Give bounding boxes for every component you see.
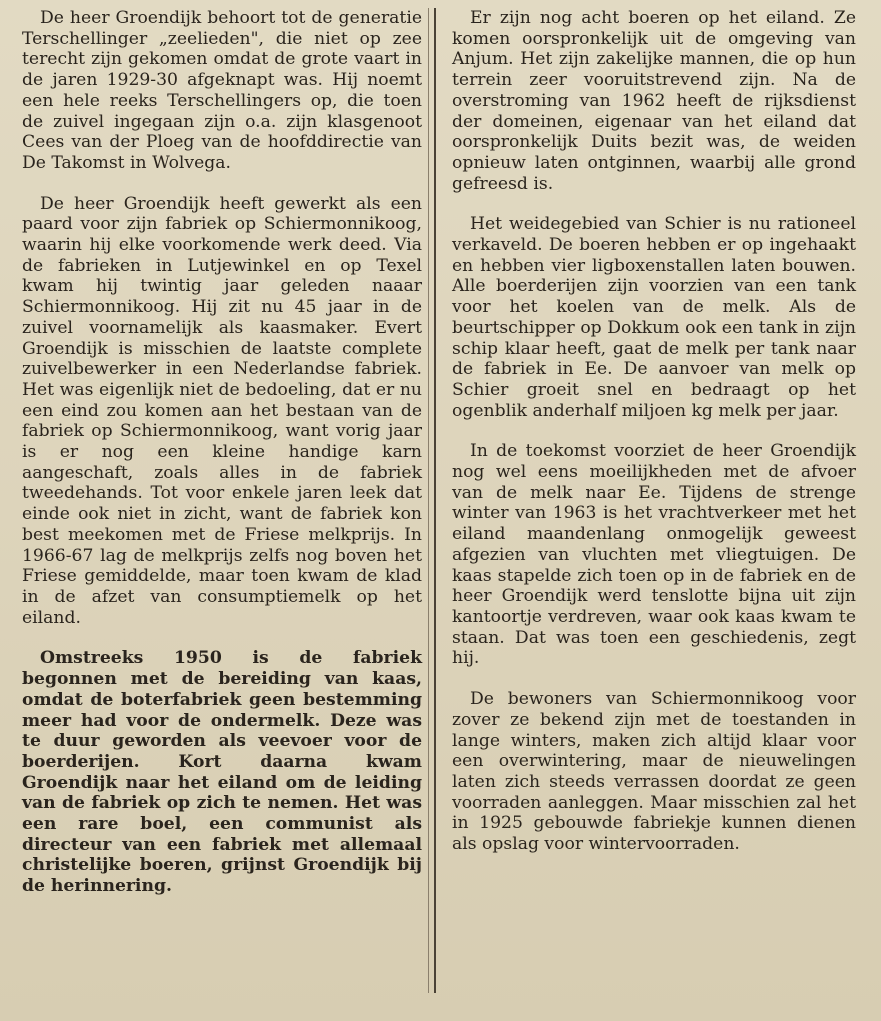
paragraph: De bewoners van Schiermonnikoog voor zover ze bekend zijn met de toestanden in lange winters, maken zich altijd klaar voor een overwintering, maar de nieuwelingen laten zich steeds verrassen doordat ze geen voorraden aanleggen. Maar misschien zal het in 1925 gebouwde fabriekje kunnen dienen als opslag voor wintervoorraden. (452, 689, 856, 855)
paragraph: Er zijn nog acht boeren op het eiland. Ze komen oorspronkelijk uit de omgeving van Anjum. Het zijn zakelijke mannen, die op hun terrein zeer vooruitstrevend zijn. Na de overstroming van 1962 heeft de rijksdienst der domeinen, eigenaar van het eiland dat oorspronkelijk Duits bezit was, de weiden opnieuw laten ontginnen, waarbij alle grond gefreesd is. (452, 8, 856, 194)
column-divider (434, 8, 436, 993)
article-column-right (452, 8, 856, 855)
column-divider-thin (428, 8, 429, 993)
article-column-left (22, 8, 422, 897)
paragraph-bold: Omstreeks 1950 is de fabriek begonnen met de bereiding van kaas, omdat de boterfabriek geen bestemming meer had voor de ondermelk. Deze was te duur geworden als veevoer voor de boerderijen. Kort daarna kwam Groendijk naar het eiland om de leiding van de fabriek op zich te nemen. Het was een rare boel, een communist als directeur van een fabriek met allemaal christelijke boeren, grijnst Groendijk bij de herinnering. (22, 648, 422, 897)
paragraph: De heer Groendijk heeft gewerkt als een paard voor zijn fabriek op Schiermonnikoog, waarin hij elke voorkomende werk deed. Via de fabrieken in Lutjewinkel en op Texel kwam hij twintig jaar geleden naaar Schiermonnikoog. Hij zit nu 45 jaar in de zuivel voornamelijk als kaasmaker. Evert Groendijk is misschien de laatste complete zuivelbewerker in een Nederlandse fabriek. Het was eigenlijk niet de bedoeling, dat er nu een eind zou komen aan het bestaan van de fabriek op Schiermonnikoog, want vorig jaar is er nog een kleine handige karn aangeschaft, zoals alles in de fabriek tweedehands. Tot voor enkele jaren leek dat einde ook niet in zicht, want de fabriek kon best meekomen met de Friese melkprijs. In 1966-67 lag de melkprijs zelfs nog boven het Friese gemiddelde, maar toen kwam de klad in de afzet van consumptiemelk op het eiland. (22, 193, 422, 628)
paragraph: Het weidegebied van Schier is nu rationeel verkaveld. De boeren hebben er op ingehaakt en hebben vier ligboxenstallen laten bouwen. Alle boerderijen zijn voorzien van een tank voor het koelen van de melk. Als de beurtschipper op Dokkum ook een tank in zijn schip klaar heeft, gaat de melk per tank naar de fabriek in Ee. De aanvoer van melk op Schier groeit snel en bedraagt op het ogenblik anderhalf miljoen kg melk per jaar. (452, 214, 856, 421)
paragraph: In de toekomst voorziet de heer Groendijk nog wel eens moeilijkheden met de afvoer van de melk naar Ee. Tijdens de strenge winter van 1963 is het vrachtverkeer met het eiland maandenlang onmogelijk geweest afgezien van vluchten met vliegtuigen. De kaas stapelde zich toen op in de fabriek en de heer Groendijk werd tenslotte bijna uit zijn kantoortje verdreven, waar ook kaas kwam te staan. Dat was toen een geschiedenis, zegt hij. (452, 441, 856, 669)
paragraph: De heer Groendijk behoort tot de generatie Terschellinger „zeelieden", die niet op zee terecht zijn gekomen omdat de grote vaart in de jaren 1929-30 afgeknapt was. Hij noemt een hele reeks Terschellingers op, die toen de zuivel ingegaan zijn o.a. zijn klasgenoot Cees van der Ploeg van de hoofddirectie van De Takomst in Wolvega. (22, 8, 422, 173)
